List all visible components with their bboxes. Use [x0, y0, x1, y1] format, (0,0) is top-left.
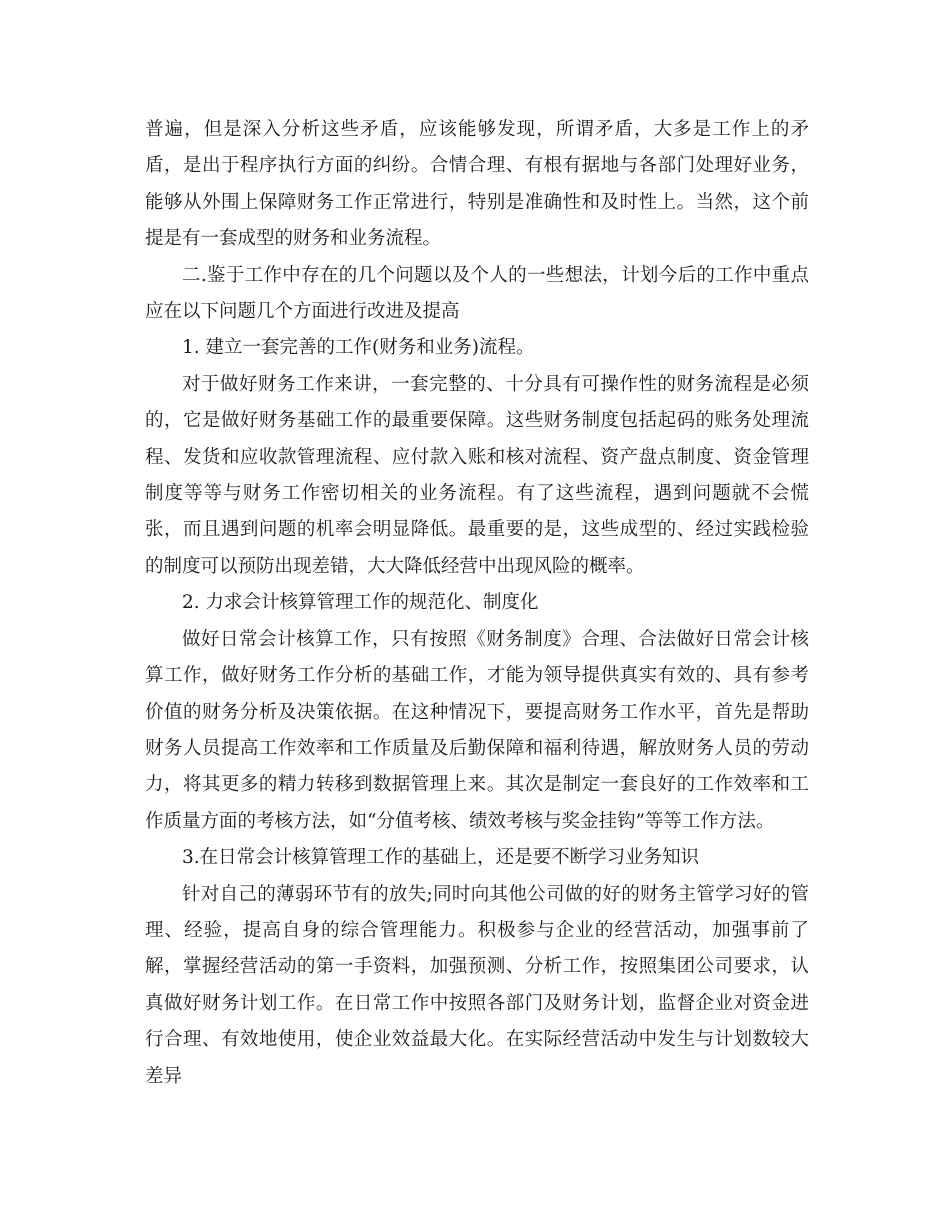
paragraph-1: 普遍，但是深入分析这些矛盾，应该能够发现，所谓矛盾，大多是工作上的矛盾，是出于程序执行方面的纠纷。合情合理、有根有据地与各部门处理好业务，能够从外围上保障财务工作正常进行，特别是准确性和及时性上。当然，这个前提是有一套成型的财务和业务流程。 — [145, 119, 809, 250]
item-heading-3: 3.在日常会计核算管理工作的基础上，还是要不断学习业务知识 — [182, 847, 700, 869]
paragraph-learning: 针对自己的薄弱环节有的放失;同时向其他公司做的好的财务主管学习好的管理、经验，提高自身的综合管理能力。积极参与企业的经营活动，加强事前了解，掌握经营活动的第一手资料，加强预测、分析工作，按照集团公司要求，认真做好财务计划工作。在日常工作中按照各部门及财务计划，监督企业对资金进行合理、有效地使用，使企业效益最大化。在实际经营活动中发生与计划数较大差异 — [145, 883, 809, 1087]
paragraph-process: 对于做好财务工作来讲，一套完整的、十分具有可操作性的财务流程是必须的，它是做好财务基础工作的最重要保障。这些财务制度包括起码的账务处理流程、发货和应收款管理流程、应付款入账和核对流程、资产盘点制度、资金管理制度等等与财务工作密切相关的业务流程。有了这些流程，遇到问题就不会慌张，而且遇到问题的机率会明显降低。最重要的是，这些成型的、经过实践检验的制度可以预防出现差错，大大降低经营中出现风险的概率。 — [145, 373, 809, 577]
section-heading-2: 二.鉴于工作中存在的几个问题以及个人的一些想法，计划今后的工作中重点应在以下问题几个方面进行改进及提高 — [145, 264, 809, 323]
paragraph-accounting: 做好日常会计核算工作，只有按照《财务制度》合理、合法做好日常会计核算工作，做好财务工作分析的基础工作，才能为领导提供真实有效的、具有参考价值的财务分析及决策依据。在这种情况下，要提高财务工作水平，首先是帮助财务人员提高工作效率和工作质量及后勤保障和福利待遇，解放财务人员的劳动力，将其更多的精力转移到数据管理上来。其次是制定一套良好的工作效率和工作质量方面的考核方法，如“分值考核、绩效考核与奖金挂钩”等等工作方法。 — [145, 628, 809, 832]
item-heading-2: 2. 力求会计核算管理工作的规范化、制度化 — [182, 592, 539, 614]
item-heading-1: 1. 建立一套完善的工作(财务和业务)流程。 — [182, 337, 535, 359]
document-body — [145, 112, 809, 1095]
